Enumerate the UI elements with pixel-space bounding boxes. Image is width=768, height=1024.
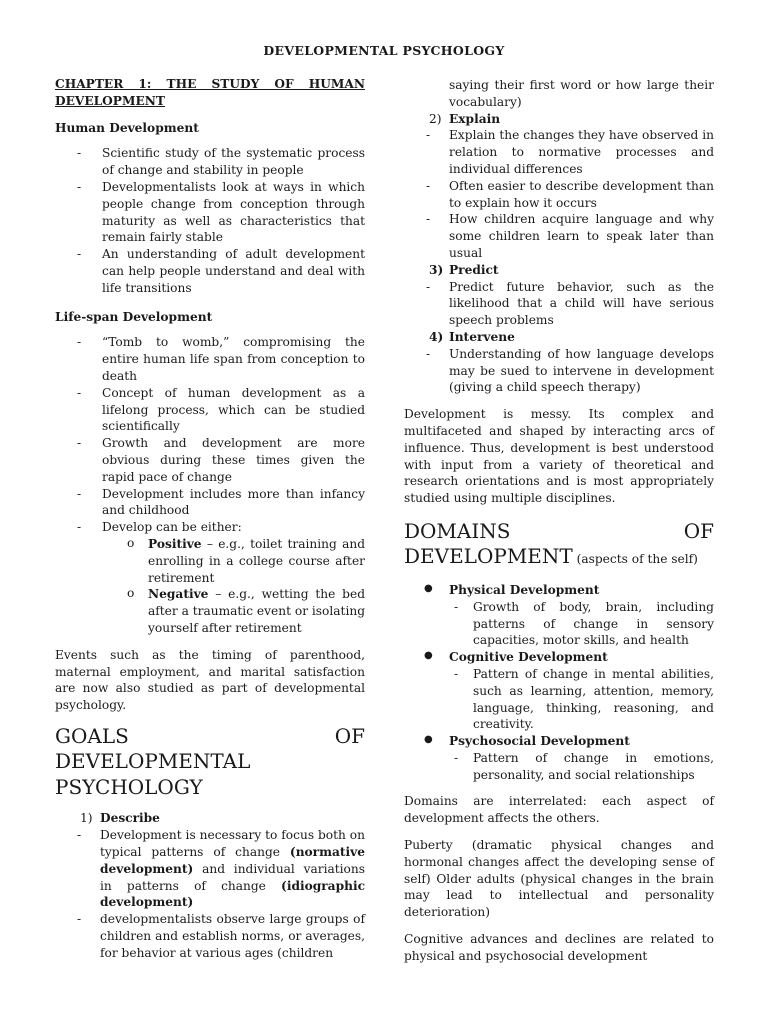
list-item: - Pattern of change in mental abilities, such as learning, attention, memory, language, thinking, reasoning, and creativity. <box>449 666 714 733</box>
domains-list <box>404 582 714 784</box>
describe-continued: saying their first word or how large their vocabulary) <box>449 78 714 109</box>
list-item <box>55 586 365 636</box>
list-item: - Growth and development are more obvious during these times given the rapid pace of change <box>55 435 365 485</box>
events-paragraph: Events such as the timing of parenthood, maternal employment, and marital satisfaction are now also studied as part of developmental psychology. <box>55 647 365 713</box>
goal-number: 3) <box>429 262 444 277</box>
goal-number: 1) <box>80 811 93 826</box>
domain-item <box>404 582 714 649</box>
goal-number: 2) <box>429 111 442 126</box>
list-item: - Concept of human development as a lifelong process, which can be studied scientifically <box>55 385 365 435</box>
list-item: - Predict future behavior, such as the likelihood that a child will have serious speech problems <box>404 279 714 329</box>
domain-label: ● Cognitive Development <box>449 650 608 665</box>
right-column <box>404 77 714 965</box>
list-item: - Development includes more than infancy and childhood <box>55 486 365 520</box>
goal-label-text: Intervene <box>449 329 515 344</box>
lifespan-heading: Life-span Development <box>55 309 213 324</box>
human-development-list <box>55 145 365 296</box>
list-item <box>55 536 365 586</box>
develop-either-list <box>55 536 365 637</box>
left-column <box>55 76 365 962</box>
negative-label: Negative <box>148 587 209 602</box>
list-item: - Growth of body, brain, including patterns of change in sensory capacities, motor skills, and health <box>449 599 714 649</box>
intervene-list <box>404 346 714 396</box>
puberty-paragraph: Puberty (dramatic physical changes and hormonal changes affect the developing sense of self) Older adults (physical changes in the brain may lead to intellectual and personality deterioration) <box>404 838 714 920</box>
text-run: Development is necessary to focus both on typical patterns of change <box>100 828 365 859</box>
cognitive-paragraph: Cognitive advances and declines are related to physical and psychosocial development <box>404 932 714 963</box>
domains-heading-word: DEVELOPMENT <box>404 543 573 568</box>
list-item: - Often easier to describe development than to explain how it occurs <box>404 178 714 212</box>
text-run: and individual variations in patterns of change <box>100 861 365 893</box>
list-item: - Develop can be either: <box>55 519 365 536</box>
list-item: - Scientific study of the systematic process of change and stability in people <box>55 145 365 179</box>
lifespan-list <box>55 334 365 536</box>
domain-item <box>404 733 714 783</box>
list-item: - Explain the changes they have observed in relation to normative processes and individual differences <box>404 127 714 177</box>
predict-label <box>404 262 714 279</box>
explain-list <box>404 127 714 261</box>
predict-list <box>404 279 714 329</box>
domains-heading-note: (aspects of the self) <box>572 551 698 566</box>
goals-heading-word: OF <box>334 723 365 748</box>
domains-heading-word: OF <box>683 518 714 543</box>
goals-heading <box>55 724 365 801</box>
list-item: - developmentalists observe large groups of children and establish norms, or averages, for behavior at various ages (children <box>55 911 365 961</box>
describe-list <box>55 827 365 961</box>
domain-label: ● Psychosocial Development <box>449 734 630 749</box>
list-item: - “Tomb to womb,” compromising the entire human life span from conception to death <box>55 334 365 384</box>
explain-label <box>404 111 714 128</box>
chapter-heading: CHAPTER 1: THE STUDY OF HUMAN DEVELOPMENT <box>55 77 365 108</box>
domain-item <box>404 649 714 733</box>
domains-heading-word: DOMAINS <box>404 518 511 543</box>
positive-text: – e.g., toilet training and enrolling in a college course after retirement <box>148 536 365 585</box>
interrelated-paragraph: Domains are interrelated: each aspect of development affects the others. <box>404 794 714 826</box>
goals-heading-rest: DEVELOPMENTAL PSYCHOLOGY <box>55 749 251 799</box>
domain-sublist <box>449 750 714 784</box>
goal-label-text: Predict <box>449 262 499 277</box>
list-item: - How children acquire language and why some children learn to speak later than usual <box>404 211 714 261</box>
domain-label: ● Physical Development <box>449 582 600 597</box>
messy-paragraph: Development is messy. Its complex and multifaceted and shaped by interacting arcs of influence. Thus, development is best understood with input from a variety of theoretical and research orientations and is most appropriately studied using multiple disciplines. <box>404 407 714 506</box>
goal-number: 4) <box>429 329 444 344</box>
domains-heading <box>404 519 714 572</box>
list-item: - Pattern of change in emotions, personality, and social relationships <box>449 750 714 784</box>
goals-heading-word: GOALS <box>55 723 129 748</box>
text-run-bold: (idiographic development) <box>100 878 365 910</box>
list-item: - Understanding of how language develops may be sued to intervene in development (giving a child speech therapy) <box>404 346 714 396</box>
domain-sublist <box>449 599 714 649</box>
goal-label-text: Explain <box>449 111 501 126</box>
intervene-label <box>404 329 714 346</box>
page-title: DEVELOPMENTAL PSYCHOLOGY <box>263 43 505 58</box>
human-development-heading: Human Development <box>55 120 199 135</box>
negative-text: – e.g., wetting the bed after a traumatic event or isolating yourself after retirement <box>148 587 365 635</box>
text-run-bold: (normative development) <box>100 844 365 876</box>
describe-label <box>55 810 365 827</box>
list-item: - An understanding of adult development can help people understand and deal with life transitions <box>55 246 365 296</box>
positive-label: Positive <box>148 536 202 551</box>
list-item <box>55 827 365 911</box>
list-item: - Developmentalists look at ways in which people change from conception through maturity as well as characteristics that remain fairly stable <box>55 179 365 246</box>
domain-sublist <box>449 666 714 733</box>
goal-label-text: Describe <box>100 811 160 826</box>
